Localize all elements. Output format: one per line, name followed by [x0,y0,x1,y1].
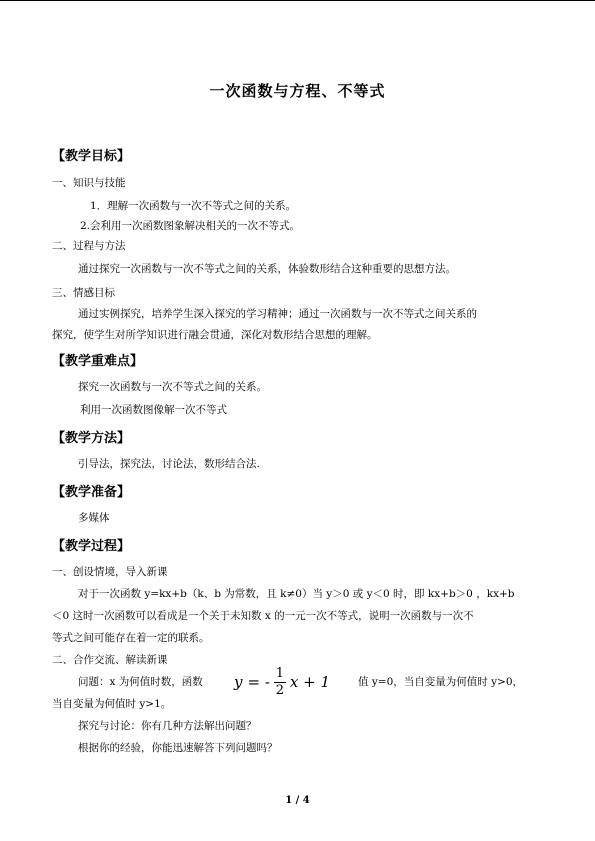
formula-rest: x + 1 [289,673,330,691]
key-point-1: 探究一次函数与一次不等式之间的关系。 [78,381,267,393]
goal-process-1: 通过探究一次函数与一次不等式之间的关系，体验数形结合这种重要的思想方法。 [78,263,456,275]
goal-knowledge-1: 1．理解一次函数与一次不等式之间的关系。 [90,200,297,212]
question-part-3: 当自变量为何值时 y>1。 [52,698,172,710]
goal-emotion-1: 通过实例探究，培养学生深入探究的学习精神；通过一次函数与一次不等式之间关系的 [78,308,477,320]
process-step-1-line-1: 对于一次函数 y=kx+b（k、b 为常数，且 k≠0）当 y＞0 或 y＜0 时，即 kx+b＞0 ，kx+b [78,588,515,600]
formula-equals: = - [247,673,270,691]
goal-process: 二、过程与方法 [52,240,126,252]
goal-knowledge-2: 2.会利用一次函数图象解决相关的一次不等式。 [80,220,301,232]
section-methods: 【教学方法】 [52,431,131,446]
process-step-1-line-3: 等式之间可能存在着一定的联系。 [52,632,210,644]
question-part-1: 问题：x 为何值时数，函数 [78,676,203,688]
question-part-2: 值 y=0，当自变量为何值时 y>0， [358,676,523,688]
preparation-text: 多媒体 [78,512,110,524]
process-step-1-line-2: ＜0 这时一次函数可以看成是一个关于未知数 x 的一元一次不等式，说明一次函数与一次不 [52,610,474,622]
methods-text: 引导法，探究法，讨论法，数形结合法. [78,458,260,470]
section-key-points: 【教学重难点】 [52,354,144,369]
function-formula [234,664,330,700]
goal-emotion-2: 探究，使学生对所学知识进行融会贯通，深化对数形结合思想的理解。 [52,329,378,341]
formula-numerator: 1 [275,665,285,681]
page-title: 一次函数与方程、不等式 [209,82,386,100]
experience-question: 根据你的经验，你能迅速解答下列问题吗？ [78,742,278,754]
formula-lhs: y [234,673,243,691]
formula-denominator: 2 [275,682,285,698]
key-point-2: 利用一次函数图像解一次不等式 [80,404,227,416]
section-preparation: 【教学准备】 [52,485,131,500]
section-process: 【教学过程】 [52,539,131,554]
goal-knowledge: 一、知识与技能 [52,177,126,189]
process-step-2: 二、合作交流、解读新课 [52,654,168,666]
goal-emotion: 三、情感目标 [52,287,115,299]
formula-fraction [274,667,286,698]
discussion-question: 探究与讨论：你有几种方法解出问题？ [78,720,257,732]
page-number: 1 / 4 [285,795,310,806]
section-teaching-goals: 【教学目标】 [52,149,131,164]
process-step-1: 一、创设情境，导入新课 [52,566,168,578]
